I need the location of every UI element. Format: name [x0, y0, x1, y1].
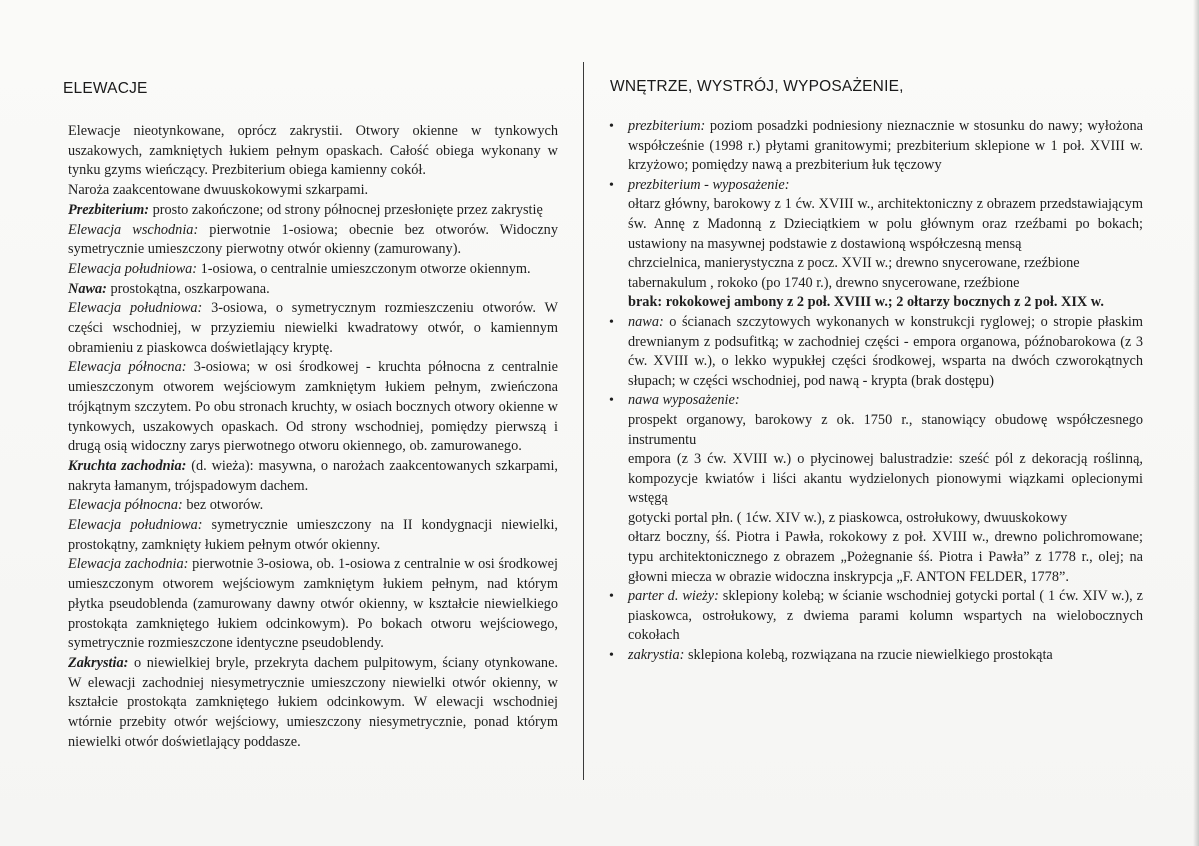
- scan-edge-shadow: [1193, 0, 1199, 846]
- label-nawa: nawa:: [628, 313, 664, 330]
- paragraph-nawa-polnocna: Elewacja północna: 3-osiowa; w osi środkowej - kruchta północna z centralnie umieszczonym otworem wejściowym zamkniętym łukiem pełnym, zwieńczona trójkątnym szczytem. Po obu stronach kruchty, w osiach bocznych otwory okienne w tynkowych, uszakowych opaskach. Od strony wschodniej, pomiędzy pierwszą i drugą osią widoczny zarys pierwotnego otworu okiennego, ob. zamurowanego.: [68, 359, 558, 455]
- label-prezbiterium: Prezbiterium:: [68, 201, 150, 218]
- column-divider: [583, 62, 584, 780]
- list-item-nawa: • nawa: o ścianach szczytowych wykonanych w konstrukcji ryglowej; o stropie płaskim drewnianym z podsufitką; w zachodniej części - empora organowa, późnobarokowa (z 3 ćw. XVIII w.), o lekko wypukłej części środkowej, wsparta na dwóch czworokątnych słupach; w części wschodniej, pod nawą - krypta (brak dostępu): [609, 313, 1143, 389]
- label-elewacja-polnocna: Elewacja północna:: [68, 359, 187, 376]
- paragraph-prez-wschodnia: Elewacja wschodnia: pierwotnie 1-osiowa; obecnie bez otworów. Widoczny symetrycznie umieszczony pierwotny otwór okienny (zamurowany).: [68, 221, 558, 258]
- list-item-nawa-wyposazenie: [610, 391, 1143, 587]
- label-parter-wiezy: parter d. wieży:: [628, 588, 719, 605]
- bullet-icon: •: [609, 119, 614, 134]
- list-item-parter-wiezy: • parter d. wieży: sklepiony kolebą; w ścianie wschodniej gotycki portal ( 1 ćw. XIV w.), z piaskowca, ostrołukowy, z dwiema parami kolumn wspartych na wielobocznych cokołach: [609, 588, 1144, 644]
- section-heading-elewacje: ELEWACJE: [63, 80, 148, 97]
- bullet-icon: •: [609, 314, 614, 330]
- item-empora: empora (z 3 ćw. XVIII w.) o płycinowej balustradzie: sześć pól z dekoracją roślinną, kompozycje kwiatów i liści akantu wydzielonych pionowymi wiązkami oplecionymi wstęgą: [628, 451, 1143, 507]
- label-elewacja-polnocna: Elewacja północna:: [68, 497, 183, 514]
- paragraph-prezbiterium: Prezbiterium: prosto zakończone; od strony północnej przesłonięte przez zakrystię: [68, 201, 543, 218]
- list-item-zakrystia: • zakrystia: sklepiona kolebą, rozwiązana na rzucie niewielkiego prostokąta: [610, 646, 1143, 666]
- section-heading-wnetrze: WNĘTRZE, WYSTRÓJ, WYPOSAŻENIE,: [610, 78, 904, 95]
- left-column: [68, 122, 558, 753]
- item-prospekt-organowy: prospekt organowy, barokowy z ok. 1750 r., stanowiący obudowę współczesnego instrumentu: [628, 411, 1143, 448]
- label-elewacja-zachodnia: Elewacja zachodnia:: [68, 556, 189, 573]
- paragraph-kruchta: Kruchta zachodnia: (d. wieża): masywna, o narożach zaakcentowanych szkarpami, nakryta łamanym, trójspadowym dachem.: [68, 457, 558, 494]
- paragraph-kruchta-poludniowa: Elewacja południowa: symetrycznie umieszczony na II kondygnacji niewielki, prostokątny, zamknięty łukiem pełnym otwór okienny.: [68, 517, 558, 553]
- paragraph-kruchta-zachodnia: Elewacja zachodnia: pierwotnie 3-osiowa, ob. 1-osiowa z centralnie w osi środkowej umieszczonym otworem wejściowym zamkniętym łukiem pełnym, nad którym płytka pseudoblenda (zamurowany dawny otwór okienny, w kształcie niewielkiego prostokąta zamkniętego łukiem odcinkowym). Po bokach otworu wejściowego, symetrycznie rozmieszczone identyczne pseudoblendy.: [68, 556, 559, 652]
- right-column: [610, 117, 1143, 666]
- label-elewacja-wschodnia: Elewacja wschodnia:: [68, 221, 199, 238]
- item-brak: brak: rokokowej ambony z 2 poł. XVIII w.; 2 ołtarzy bocznych z 2 poł. XIX w.: [628, 294, 1104, 311]
- bullet-icon: •: [609, 393, 614, 409]
- paragraph-elewacje-intro: Elewacje nieotynkowane, oprócz zakrystii. Otwory okienne w tynkowych uszakowych, zamkniętych łukiem pełnym opaskach. Całość obiega wykonany w tynku gzyms wieńczący. Prezbiterium obiega kamienny cokół.: [68, 123, 558, 179]
- label-zakrystia: Zakrystia:: [68, 654, 129, 671]
- label-zakrystia: zakrystia:: [628, 647, 685, 664]
- paragraph-kruchta-polnocna: Elewacja północna: bez otworów.: [68, 497, 264, 514]
- label-nawa-wyposazenie: nawa wyposażenie:: [628, 392, 740, 409]
- item-chrzcielnica: chrzcielnica, manierystyczna z pocz. XVII w.; drewno snycerowane, rzeźbione: [628, 255, 1080, 272]
- paragraph-nawa: Nawa: prostokątna, oszkarpowana.: [68, 280, 270, 297]
- item-oltarz-glowny: ołtarz główny, barokowy z 1 ćw. XVIII w., architektoniczny z obrazem przedstawiającym św. Annę z Madonną z Dzieciątkiem w polu głównym oraz rzeźbami po bokach; ustawiony na masywnej podstawie z dostawioną współczesną mensą: [628, 196, 1143, 252]
- label-prezbiterium: prezbiterium:: [628, 118, 706, 134]
- label-elewacja-poludniowa: Elewacja południowa:: [68, 517, 203, 534]
- bullet-icon: •: [609, 589, 614, 605]
- label-elewacja-poludniowa: Elewacja południowa:: [68, 300, 203, 317]
- item-portal-gotycki: gotycki portal płn. ( 1ćw. XIV w.), z piaskowca, ostrołukowy, dwuuskokowy: [628, 509, 1068, 526]
- item-tabernakulum: tabernakulum , rokoko (po 1740 r.), drewno snycerowane, rzeźbione: [628, 274, 1020, 291]
- paragraph-naroza: Naroża zaakcentowane dwuuskokowymi szkarpami.: [68, 182, 369, 199]
- label-kruchta-zachodnia: Kruchta zachodnia:: [68, 457, 187, 474]
- paragraph-nawa-poludniowa: Elewacja południowa: 3-osiowa, o symetrycznym rozmieszczeniu otworów. W części wschodniej, w przyziemiu niewielki kwadratowy otwór, o kamiennym obramieniu z piaskowca doświetlający kryptę.: [68, 300, 558, 356]
- paragraph-prez-poludniowa: Elewacja południowa: 1-osiowa, o centralnie umieszczonym otworze okiennym.: [68, 260, 531, 277]
- list-item-prezbiterium-wyposazenie: [610, 176, 1143, 313]
- label-nawa: Nawa:: [68, 280, 107, 297]
- bullet-icon: •: [609, 648, 614, 664]
- label-prezbiterium-wyposazenie: prezbiterium - wyposażenie:: [628, 176, 790, 193]
- list-item-prezbiterium: • prezbiterium: poziom posadzki podniesiony nieznacznie w stosunku do nawy; wyłożona współcześnie (1998 r.) płytami granitowymi; prezbiterium sklepione w 1 poł. XVIII w. krzyżowo; pomiędzy nawą a prezbiterium łuk tęczowy: [609, 118, 1143, 174]
- item-oltarz-boczny: ołtarz boczny, śś. Piotra i Pawła, rokokowy z poł. XVIII w., drewno polichromowane; typu architektonicznego z obrazem „Pożegnanie śś. Piotra i Pawła” z 1778 r., olej; na głowni miecza w obrazie widoczna inskrypcja „F. ANTON FELDER, 1778”.: [628, 529, 1143, 585]
- paragraph-zakrystia: Zakrystia: o niewielkiej bryle, przekryta dachem pulpitowym, ściany otynkowane. W elewacji zachodniej niesymetrycznie umieszczony niewielki otwór okienny, w kształcie prostokąta zamkniętego łukiem odcinkowym. W elewacji wschodniej wtórnie przebity otwór wejściowy, umieszczony niesymetrycznie, ponad którym niewielki otwór doświetlający poddasze.: [68, 654, 558, 750]
- label-elewacja-poludniowa: Elewacja południowa:: [68, 260, 198, 277]
- bullet-icon: •: [609, 177, 614, 193]
